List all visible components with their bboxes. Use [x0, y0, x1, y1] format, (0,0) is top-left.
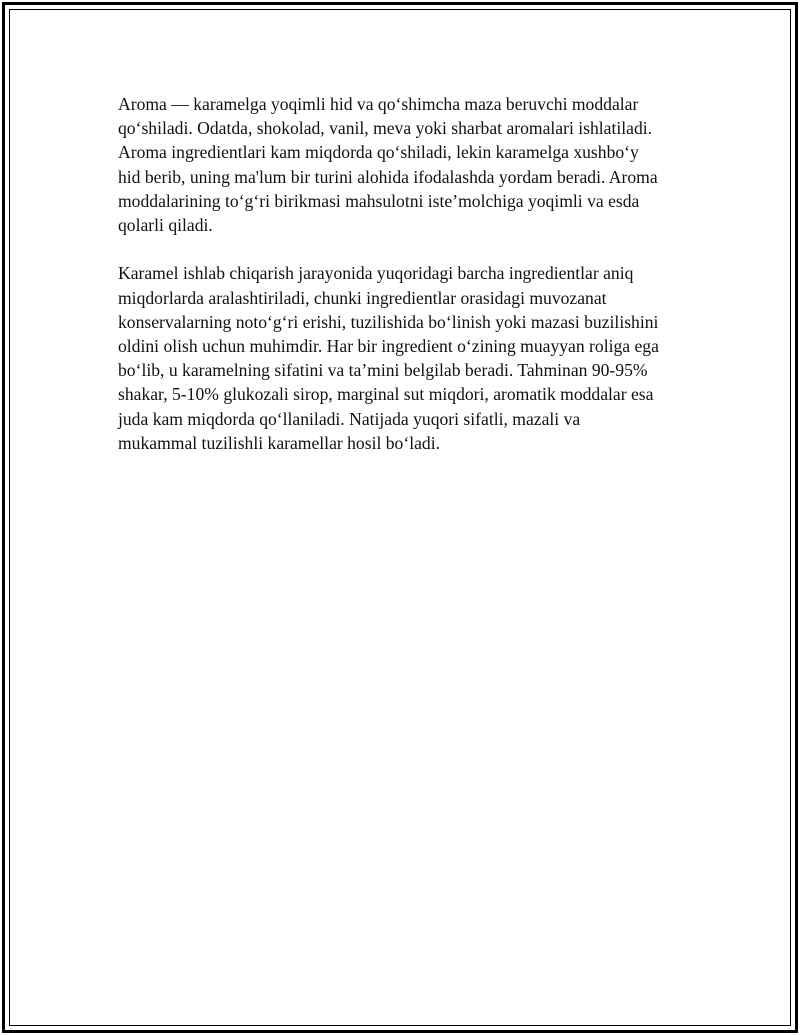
paragraph-production: Karamel ishlab chiqarish jarayonida yuqoridagi barcha ingredientlar aniq miqdorlarda aralashtiriladi, chunki ingredientlar orasidagi muvozanat konservalarning noto‘g‘ri erishi, tuzilishida bo‘linish yoki mazasi buzilishini oldini olish uchun muhimdir. Har bir ingredient o‘zining muayyan roliga ega bo‘lib, u karamelning sifatini va ta’mini belgilab beradi. Tahminan 90-95% shakar, 5-10% glukozali sirop, marginal sut miqdori, aromatik moddalar esa juda kam miqdorda qo‘llaniladi. Natijada yuqori sifatli, mazali va mukammal tuzilishli karamellar hosil bo‘ladi.: [118, 263, 659, 453]
paragraph-aroma: Aroma — karamelga yoqimli hid va qo‘shimcha maza beruvchi moddalar qo‘shiladi. Odatda, shokolad, vanil, meva yoki sharbat aromalari ishlatiladi. Aroma ingredientlari kam miqdorda qo‘shiladi, lekin karamelga xushbo‘y hid berib, uning ma'lum bir turini alohida ifodalashda yordam beradi. Aroma moddalarining to‘g‘ri birikmasi mahsulotni iste’molchiga yoqimli va esda qolarli qiladi.: [118, 94, 658, 236]
document-body: [118, 92, 693, 479]
